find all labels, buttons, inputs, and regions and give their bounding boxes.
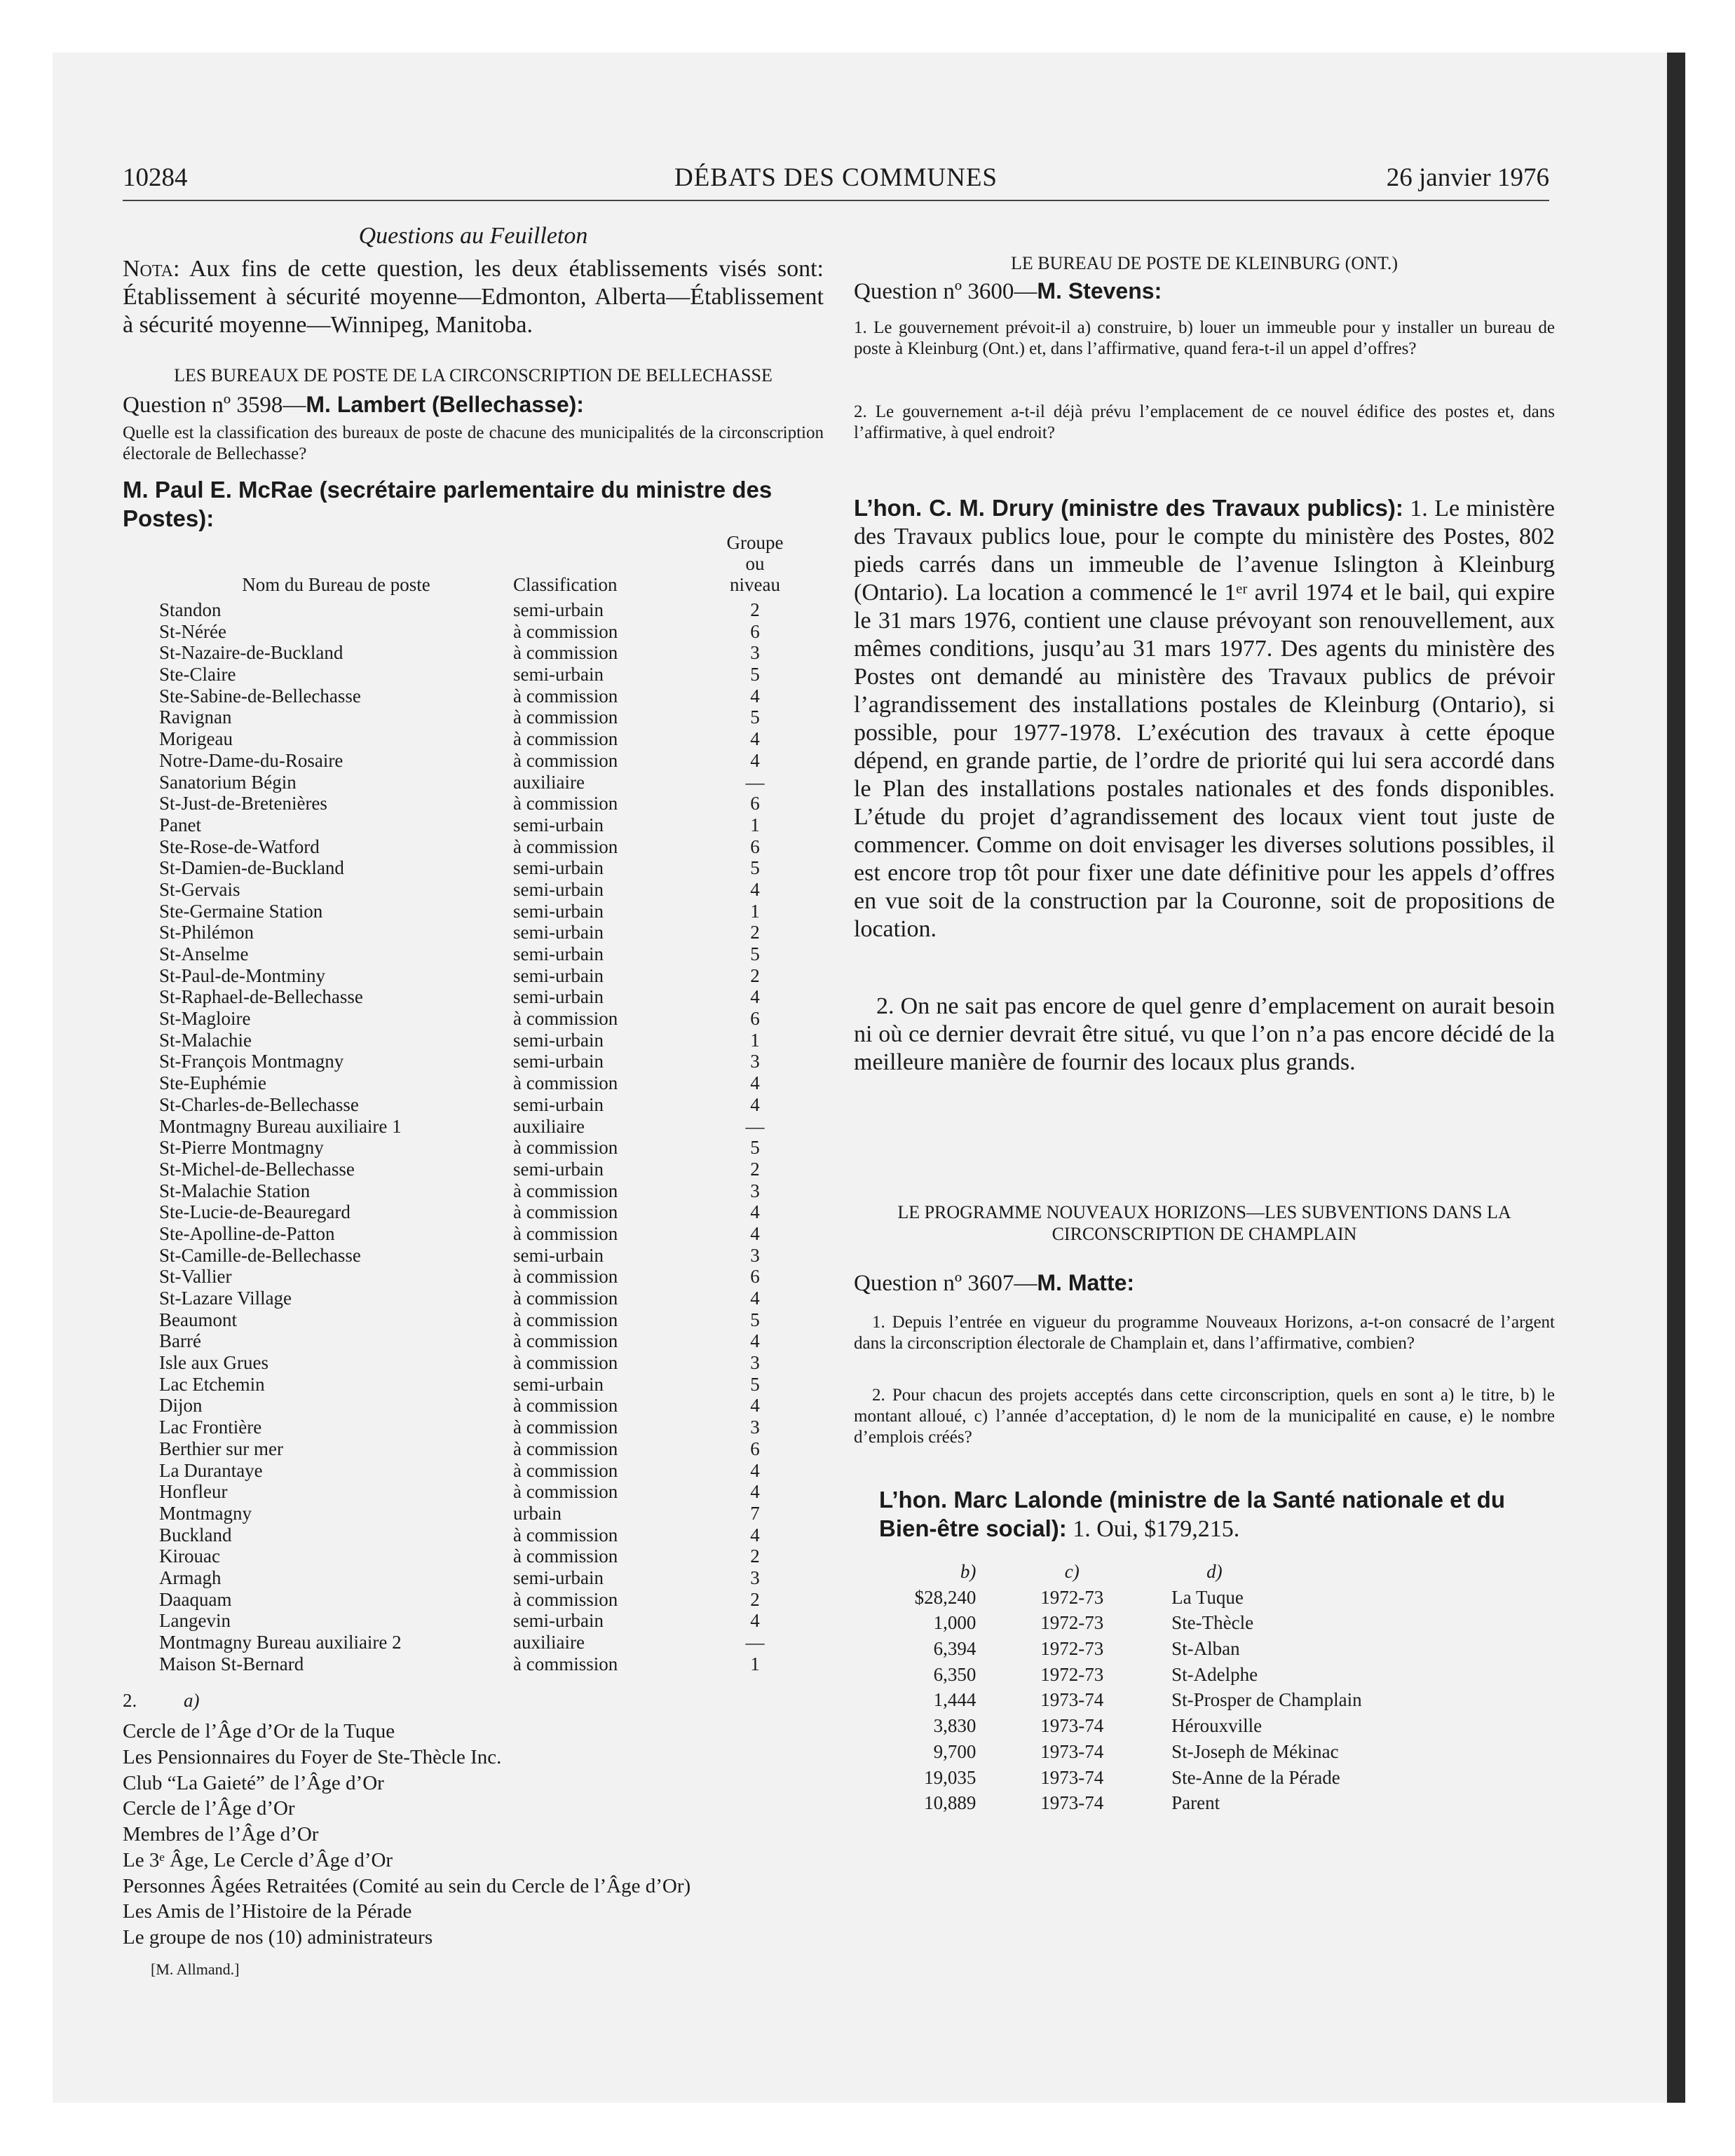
table-row bbox=[123, 1546, 797, 1567]
post-office-name: Montmagny Bureau auxiliaire 1 bbox=[159, 1115, 402, 1137]
post-office-group: 4 bbox=[750, 1201, 760, 1223]
post-office-name: St-Vallier bbox=[159, 1266, 232, 1288]
table-row bbox=[854, 1585, 1555, 1611]
post-office-name: Kirouac bbox=[159, 1546, 220, 1567]
answer-speaker-mcrae bbox=[123, 476, 824, 533]
post-office-name: Isle aux Grues bbox=[159, 1352, 268, 1374]
list-item: Les Amis de l’Histoire de la Pérade bbox=[123, 1900, 412, 1923]
table-row bbox=[123, 1223, 797, 1245]
post-office-classification: à commission bbox=[513, 1352, 618, 1374]
table-row bbox=[854, 1765, 1555, 1791]
horizons-q2: 2. Pour chacun des projets acceptés dans cette circonscription, quels en sont a) le titre, b) le montant alloué, c) l’année d’acceptation, d) le nom de la municipalité en cause, e) le nombre d’emplois créés? bbox=[854, 1386, 1555, 1447]
post-office-name: Ste-Apolline-de-Patton bbox=[159, 1222, 335, 1244]
post-office-classification: à commission bbox=[513, 1438, 618, 1459]
post-office-group: 3 bbox=[750, 642, 760, 664]
post-office-name: Honfleur bbox=[159, 1481, 228, 1503]
kleinburg-title: LE BUREAU DE POSTE DE KLEINBURG (ONT.) bbox=[1011, 253, 1398, 273]
post-office-group: 2 bbox=[750, 1158, 760, 1180]
table-row bbox=[123, 1374, 797, 1396]
grant-year: 1973-74 bbox=[1040, 1689, 1104, 1711]
post-office-classification: semi-urbain bbox=[513, 986, 604, 1008]
table-row bbox=[123, 836, 797, 858]
question-number: Question nº 3598— bbox=[123, 393, 306, 418]
table-row bbox=[123, 1309, 797, 1331]
post-office-name: St-Camille-de-Bellechasse bbox=[159, 1244, 361, 1266]
post-office-group: 4 bbox=[750, 1459, 760, 1481]
post-office-classification: à commission bbox=[513, 1309, 618, 1330]
post-office-name: Standon bbox=[159, 599, 222, 620]
list-item: Personnes Âgées Retraitées (Comité au sein du Cercle de l’Âge d’Or) bbox=[123, 1874, 691, 1897]
post-office-name: Berthier sur mer bbox=[159, 1438, 283, 1459]
table-row bbox=[123, 772, 797, 793]
post-office-classification: à commission bbox=[513, 749, 618, 771]
post-office-group: 3 bbox=[750, 1244, 760, 1266]
post-office-group: 6 bbox=[750, 1438, 760, 1459]
table-row bbox=[123, 1460, 797, 1482]
table-row bbox=[123, 1094, 797, 1116]
post-office-name: Ravignan bbox=[159, 707, 232, 728]
post-office-name: Buckland bbox=[159, 1524, 232, 1546]
post-office-classification: à commission bbox=[513, 1417, 618, 1438]
table-row bbox=[123, 901, 797, 922]
grant-municipality: St-Prosper de Champlain bbox=[1171, 1689, 1362, 1711]
post-office-name: Barré bbox=[159, 1330, 201, 1352]
table-row bbox=[123, 728, 797, 750]
post-office-classification: semi-urbain bbox=[513, 964, 604, 986]
post-office-classification: à commission bbox=[513, 1524, 618, 1546]
post-office-classification: semi-urbain bbox=[513, 1051, 604, 1072]
post-office-name: St-Pierre Montmagny bbox=[159, 1137, 324, 1159]
grant-year: 1973-74 bbox=[1040, 1740, 1104, 1762]
list-item: Cercle de l’Âge d’Or de la Tuque bbox=[123, 1720, 395, 1743]
table-row bbox=[123, 1245, 797, 1267]
organization-list bbox=[123, 1719, 824, 1950]
post-office-group: — bbox=[745, 1632, 765, 1653]
post-office-classification: semi-urbain bbox=[513, 857, 604, 879]
table-row bbox=[123, 1051, 797, 1072]
post-office-classification: semi-urbain bbox=[513, 943, 604, 964]
post-office-classification: auxiliaire bbox=[513, 1115, 585, 1137]
post-office-group: 5 bbox=[750, 664, 760, 685]
section-subheading: Questions au Feuilleton bbox=[358, 223, 588, 249]
post-office-name: St-Nérée bbox=[159, 620, 226, 642]
grant-year: 1973-74 bbox=[1040, 1766, 1104, 1788]
post-office-group: — bbox=[745, 771, 765, 793]
list-item: Le 3ᵉ Âge, Le Cercle d’Âge d’Or bbox=[123, 1848, 393, 1871]
table-row bbox=[123, 1589, 797, 1611]
footer-note: [M. Allmand.] bbox=[151, 1960, 240, 1978]
header-rule bbox=[123, 200, 1549, 201]
post-office-name: Lac Etchemin bbox=[159, 1373, 265, 1395]
post-office-group: 5 bbox=[750, 1309, 760, 1330]
post-office-group: 3 bbox=[750, 1417, 760, 1438]
question-3598 bbox=[123, 392, 824, 418]
post-office-name: Panet bbox=[159, 814, 201, 835]
post-office-group: 4 bbox=[750, 1481, 760, 1503]
list-item: Les Pensionnaires du Foyer de Ste-Thècle Inc. bbox=[123, 1746, 502, 1769]
post-office-group: 4 bbox=[750, 1330, 760, 1352]
post-office-name: Langevin bbox=[159, 1610, 231, 1632]
table-row bbox=[123, 879, 797, 901]
post-office-group: 4 bbox=[750, 1524, 760, 1546]
col-header-name: Nom du Bureau de poste bbox=[242, 574, 430, 595]
post-office-group: 5 bbox=[750, 707, 760, 728]
post-office-group: 6 bbox=[750, 1266, 760, 1288]
horizons-q1: 1. Depuis l’entrée en vigueur du programme Nouveaux Horizons, a-t-on consacré de l’argent dans la circonscription électorale de Champlain et, dans l’affirmative, combien? bbox=[854, 1313, 1555, 1353]
grant-amount: 6,394 bbox=[933, 1638, 977, 1660]
grant-table bbox=[854, 1559, 1555, 1816]
post-office-name: St-François Montmagny bbox=[159, 1051, 344, 1072]
question-3600: Question nº 3600—M. Stevens: bbox=[854, 278, 1162, 304]
table-row bbox=[123, 1524, 797, 1546]
table-row bbox=[123, 1159, 797, 1180]
post-office-classification: à commission bbox=[513, 1330, 618, 1352]
post-office-group: 1 bbox=[750, 1029, 760, 1051]
col-header-d: d) bbox=[1206, 1561, 1223, 1582]
grant-municipality: St-Joseph de Mékinac bbox=[1171, 1740, 1339, 1762]
grant-municipality: Ste-Thècle bbox=[1171, 1612, 1254, 1634]
post-office-group: 5 bbox=[750, 1373, 760, 1395]
post-office-group: 1 bbox=[750, 1653, 760, 1674]
table-row bbox=[123, 1201, 797, 1223]
table-row bbox=[123, 1266, 797, 1288]
post-office-group: 1 bbox=[750, 900, 760, 922]
post-office-classification: à commission bbox=[513, 728, 618, 750]
grant-year: 1972-73 bbox=[1040, 1586, 1104, 1608]
post-office-classification: à commission bbox=[513, 1180, 618, 1201]
post-office-name: St-Raphael-de-Bellechasse bbox=[159, 986, 363, 1008]
table-row bbox=[123, 750, 797, 772]
table-row bbox=[123, 1330, 797, 1352]
page-number: 10284 bbox=[123, 163, 188, 192]
list-item: Le groupe de nos (10) administrateurs bbox=[123, 1925, 433, 1949]
table-row bbox=[123, 1417, 797, 1438]
post-office-name: Armagh bbox=[159, 1567, 222, 1588]
table-row bbox=[123, 1072, 797, 1094]
post-office-group: 2 bbox=[750, 922, 760, 943]
table-row bbox=[123, 1288, 797, 1309]
question-3598-text: Quelle est la classification des bureaux de poste de chacune des municipalités de la circonscription électorale de Bellechasse? bbox=[123, 423, 824, 463]
post-office-classification: à commission bbox=[513, 620, 618, 642]
post-office-name: Beaumont bbox=[159, 1309, 237, 1330]
post-office-group: 4 bbox=[750, 1093, 760, 1115]
post-office-classification: à commission bbox=[513, 642, 618, 664]
col-header-c: c) bbox=[1064, 1561, 1080, 1582]
post-office-classification: à commission bbox=[513, 1137, 618, 1159]
post-office-group: 2 bbox=[750, 964, 760, 986]
table-row bbox=[854, 1739, 1555, 1765]
post-office-group: 5 bbox=[750, 943, 760, 964]
table-row bbox=[123, 1632, 797, 1653]
table-row bbox=[123, 965, 797, 987]
post-office-name: St-Malachie Station bbox=[159, 1180, 311, 1201]
table-row bbox=[123, 857, 797, 879]
post-office-group: 3 bbox=[750, 1567, 760, 1588]
post-office-classification: urbain bbox=[513, 1502, 562, 1524]
post-office-group: 6 bbox=[750, 793, 760, 814]
lalonde-answer: L’hon. Marc Lalonde (ministre de la Santé nationale et du Bien-être social): 1. Oui, $179,215. bbox=[879, 1487, 1505, 1542]
post-office-name: St-Lazare Village bbox=[159, 1288, 292, 1309]
grant-municipality: Parent bbox=[1171, 1792, 1220, 1814]
post-office-name: St-Damien-de-Buckland bbox=[159, 857, 344, 879]
grant-amount: $28,240 bbox=[914, 1586, 977, 1608]
bellechasse-section-title: LES BUREAUX DE POSTE DE LA CIRCONSCRIPTION DE BELLECHASSE bbox=[174, 365, 773, 386]
table-row bbox=[123, 664, 797, 685]
post-office-group: 3 bbox=[750, 1180, 760, 1201]
post-office-group: 4 bbox=[750, 1288, 760, 1309]
post-office-name: St-Magloire bbox=[159, 1008, 251, 1030]
post-office-classification: à commission bbox=[513, 1266, 618, 1288]
table-row bbox=[123, 1137, 797, 1159]
post-office-group: 4 bbox=[750, 685, 760, 707]
table-row bbox=[123, 1481, 797, 1503]
list-item: Membres de l’Âge d’Or bbox=[123, 1823, 319, 1846]
post-office-group: 6 bbox=[750, 620, 760, 642]
post-office-group: 2 bbox=[750, 599, 760, 620]
grant-year: 1972-73 bbox=[1040, 1663, 1104, 1685]
post-office-group: 6 bbox=[750, 1008, 760, 1030]
post-office-name: St-Anselme bbox=[159, 943, 249, 964]
post-office-classification: à commission bbox=[513, 1653, 618, 1674]
grant-municipality: Hérouxville bbox=[1171, 1715, 1263, 1737]
table-row bbox=[854, 1790, 1555, 1816]
post-office-name: Montmagny Bureau auxiliaire 2 bbox=[159, 1632, 402, 1653]
post-office-name: Lac Frontière bbox=[159, 1417, 262, 1438]
post-office-group: 4 bbox=[750, 1222, 760, 1244]
drury-answer-2: 2. On ne sait pas encore de quel genre d’emplacement on aurait besoin ni où ce dernier devrait être situé, vu que l’on n’a pas encore décidé de la meilleure manière de fournir des locaux plus grands. bbox=[854, 993, 1555, 1075]
post-office-classification: semi-urbain bbox=[513, 1029, 604, 1051]
post-office-classification: semi-urbain bbox=[513, 1158, 604, 1180]
post-office-group: 5 bbox=[750, 1137, 760, 1159]
post-office-classification: semi-urbain bbox=[513, 1244, 604, 1266]
post-office-name: Montmagny bbox=[159, 1502, 252, 1524]
grant-amount: 9,700 bbox=[933, 1740, 977, 1762]
post-office-classification: à commission bbox=[513, 1588, 618, 1610]
nota-text: Aux fins de cette question, les deux établissements visés sont: Établissement à sécurité moyenne—Edmonton, Alberta—Établissement à sécurité moyenne—Winnipeg, Manitoba. bbox=[123, 256, 824, 338]
post-office-name: Morigeau bbox=[159, 728, 233, 750]
table-row bbox=[123, 814, 797, 836]
post-office-name: St-Just-de-Bretenières bbox=[159, 793, 327, 814]
post-office-classification: auxiliaire bbox=[513, 771, 585, 793]
post-office-group: 4 bbox=[750, 749, 760, 771]
post-office-name: Ste-Sabine-de-Bellechasse bbox=[159, 685, 361, 707]
grant-municipality: Ste-Anne de la Pérade bbox=[1171, 1766, 1340, 1788]
table-row bbox=[123, 599, 797, 621]
table-row bbox=[123, 1567, 797, 1589]
table-row bbox=[123, 1395, 797, 1417]
table-row bbox=[123, 621, 797, 643]
post-office-name: Maison St-Bernard bbox=[159, 1653, 304, 1674]
post-office-classification: auxiliaire bbox=[513, 1632, 585, 1653]
post-office-name: Daaquam bbox=[159, 1588, 232, 1610]
post-office-group: 2 bbox=[750, 1546, 760, 1567]
post-office-name: St-Paul-de-Montminy bbox=[159, 964, 325, 986]
post-office-group: 4 bbox=[750, 1072, 760, 1094]
grant-amount: 1,000 bbox=[933, 1612, 977, 1634]
table-row bbox=[123, 1352, 797, 1374]
post-office-group: 2 bbox=[750, 1588, 760, 1610]
table-row bbox=[123, 986, 797, 1008]
post-office-name: St-Malachie bbox=[159, 1029, 252, 1051]
grant-amount: 6,350 bbox=[933, 1663, 977, 1685]
part2-header: 2. a) bbox=[123, 1690, 200, 1712]
post-office-group: 4 bbox=[750, 1395, 760, 1417]
grant-amount: 3,830 bbox=[933, 1715, 977, 1737]
left-column bbox=[123, 223, 824, 1979]
scan-edge bbox=[1667, 53, 1685, 2103]
table-row bbox=[123, 707, 797, 728]
post-office-classification: à commission bbox=[513, 1481, 618, 1503]
grant-year: 1973-74 bbox=[1040, 1715, 1104, 1737]
post-office-name: La Durantaye bbox=[159, 1459, 263, 1481]
post-office-group: 3 bbox=[750, 1352, 760, 1374]
post-office-classification: semi-urbain bbox=[513, 814, 604, 835]
post-office-name: Ste-Lucie-de-Beauregard bbox=[159, 1201, 351, 1223]
col-header-group: Groupe ou niveau bbox=[726, 532, 784, 595]
table-row bbox=[123, 1503, 797, 1524]
post-office-name: St-Charles-de-Bellechasse bbox=[159, 1093, 359, 1115]
horizons-title: LE PROGRAMME NOUVEAUX HORIZONS—LES SUBVENTIONS DANS LA CIRCONSCRIPTION DE CHAMPLAIN bbox=[897, 1202, 1511, 1244]
grant-municipality: St-Adelphe bbox=[1171, 1663, 1258, 1685]
post-office-classification: à commission bbox=[513, 835, 618, 857]
grant-municipality: La Tuque bbox=[1171, 1586, 1244, 1608]
post-office-name: St-Michel-de-Bellechasse bbox=[159, 1158, 355, 1180]
post-office-classification: semi-urbain bbox=[513, 1567, 604, 1588]
page-title: DÉBATS DES COMMUNES bbox=[674, 163, 998, 192]
post-office-group: 3 bbox=[750, 1051, 760, 1072]
post-office-group: 4 bbox=[750, 986, 760, 1008]
drury-answer-1: L’hon. C. M. Drury (ministre des Travaux publics): 1. Le ministère des Travaux publics loue, pour le compte du ministère des Postes, 802 pieds carrés dans un immeuble de l’avenue Islington à Kleinburg (Ontario). La location a commencé le 1ᵉʳ avril 1974 et le bail, qui expire le 31 mars 1976, contient une clause prévoyant son renouvellement, aux mêmes conditions, jusqu’au 31 mars 1977. Des agents du ministère des Postes ont demandé au ministère des Travaux publics de prévoir l’agrandissement des installations postales de Kleinburg (Ontario), si possible, pour 1977-1978. L’exécution des travaux à cette époque dépend, en grande partie, de l’ordre de priorité qui lui sera accordé dans le Plan des installations postales nationales et des fonds disponibles. L’étude du projet d’agrandissement des locaux vient tout juste de commencer. Comme on doit envisager les diverses solutions possibles, il est encore trop tôt pour fixer une date définitive pour les appels d’offres en vue soit de la construction par la Couronne, soit de propositions de location. bbox=[854, 495, 1556, 942]
nota-label: Nota: bbox=[123, 256, 180, 282]
post-office-classification: à commission bbox=[513, 793, 618, 814]
post-office-name: Notre-Dame-du-Rosaire bbox=[159, 749, 343, 771]
question-3607: Question nº 3607—M. Matte: bbox=[854, 1270, 1135, 1296]
post-office-classification: à commission bbox=[513, 1459, 618, 1481]
post-office-group: 7 bbox=[750, 1502, 760, 1524]
post-office-name: Dijon bbox=[159, 1395, 203, 1417]
post-office-classification: semi-urbain bbox=[513, 1610, 604, 1632]
post-office-group: — bbox=[745, 1115, 765, 1137]
grant-year: 1972-73 bbox=[1040, 1612, 1104, 1634]
table-row bbox=[854, 1636, 1555, 1662]
post-office-classification: à commission bbox=[513, 1222, 618, 1244]
table-row bbox=[123, 1008, 797, 1030]
post-office-classification: à commission bbox=[513, 1546, 618, 1567]
post-office-classification: à commission bbox=[513, 1201, 618, 1223]
table-row bbox=[123, 1180, 797, 1202]
right-column bbox=[854, 252, 1555, 1816]
table-row bbox=[854, 1610, 1555, 1636]
post-office-name: Sanatorium Bégin bbox=[159, 771, 297, 793]
table-row bbox=[123, 943, 797, 965]
grant-amount: 1,444 bbox=[933, 1689, 977, 1711]
post-office-classification: semi-urbain bbox=[513, 878, 604, 900]
post-office-name: St-Gervais bbox=[159, 878, 240, 900]
table-row bbox=[123, 685, 797, 707]
post-office-name: Ste-Rose-de-Watford bbox=[159, 835, 320, 857]
list-item: Cercle de l’Âge d’Or bbox=[123, 1797, 295, 1820]
table-row bbox=[123, 1653, 797, 1675]
table-row bbox=[854, 1687, 1555, 1713]
kleinburg-q1: 1. Le gouvernement prévoit-il a) construire, b) louer un immeuble pour y installer un bureau de poste à Kleinburg (Ont.) et, dans l’affirmative, quand fera-t-il un appel d’offres? bbox=[854, 318, 1555, 358]
post-office-classification: à commission bbox=[513, 1072, 618, 1094]
table-row bbox=[123, 922, 797, 943]
grant-municipality: St-Alban bbox=[1171, 1638, 1240, 1660]
table-row bbox=[123, 793, 797, 814]
post-office-group: 4 bbox=[750, 878, 760, 900]
table-row bbox=[123, 1438, 797, 1460]
post-office-table bbox=[123, 532, 797, 1674]
post-office-name: St-Philémon bbox=[159, 922, 254, 943]
post-office-classification: à commission bbox=[513, 1395, 618, 1417]
post-office-group: 4 bbox=[750, 1610, 760, 1632]
table-row bbox=[854, 1662, 1555, 1688]
post-office-classification: semi-urbain bbox=[513, 1093, 604, 1115]
col-header-b: b) bbox=[960, 1561, 977, 1582]
post-office-classification: à commission bbox=[513, 685, 618, 707]
post-office-name: Ste-Germaine Station bbox=[159, 900, 323, 922]
post-office-group: 5 bbox=[750, 857, 760, 879]
post-office-classification: semi-urbain bbox=[513, 900, 604, 922]
grant-year: 1973-74 bbox=[1040, 1792, 1104, 1814]
post-office-group: 4 bbox=[750, 728, 760, 750]
post-office-name: St-Nazaire-de-Buckland bbox=[159, 642, 343, 664]
lalonde-speaker: L’hon. Marc Lalonde (ministre de la Santé nationale et du Bien-être social): bbox=[879, 1487, 1505, 1541]
post-office-classification: semi-urbain bbox=[513, 599, 604, 620]
list-item: Club “La Gaieté” de l’Âge d’Or bbox=[123, 1771, 384, 1794]
post-office-classification: semi-urbain bbox=[513, 664, 604, 685]
kleinburg-q2: 2. Le gouvernement a-t-il déjà prévu l’emplacement de ce nouvel édifice des postes et, dans l’affirmative, à quel endroit? bbox=[854, 402, 1555, 442]
col-header-classification: Classification bbox=[513, 574, 618, 595]
post-office-group: 6 bbox=[750, 835, 760, 857]
post-office-group: 1 bbox=[750, 814, 760, 835]
table-row bbox=[123, 642, 797, 664]
post-office-name: Ste-Euphémie bbox=[159, 1072, 266, 1094]
table-row bbox=[123, 1030, 797, 1051]
table-row bbox=[854, 1713, 1555, 1739]
page-date: 26 janvier 1976 bbox=[1386, 163, 1549, 192]
speaker-name: M. Paul E. McRae (secrétaire parlementaire du ministre des Postes): bbox=[123, 477, 773, 531]
page-header bbox=[123, 163, 1549, 198]
post-office-classification: à commission bbox=[513, 1288, 618, 1309]
grant-amount: 10,889 bbox=[924, 1792, 977, 1814]
grant-year: 1972-73 bbox=[1040, 1638, 1104, 1660]
drury-speaker: L’hon. C. M. Drury (ministre des Travaux publics): bbox=[854, 495, 1403, 521]
post-office-classification: à commission bbox=[513, 1008, 618, 1030]
table-row bbox=[123, 1610, 797, 1632]
post-office-classification: semi-urbain bbox=[513, 1373, 604, 1395]
post-office-classification: semi-urbain bbox=[513, 922, 604, 943]
grant-amount: 19,035 bbox=[924, 1766, 977, 1788]
nota-paragraph bbox=[123, 255, 824, 339]
question-member: M. Lambert (Bellechasse): bbox=[306, 392, 584, 417]
post-office-classification: à commission bbox=[513, 707, 618, 728]
table-row bbox=[123, 1116, 797, 1138]
post-office-name: Ste-Claire bbox=[159, 664, 236, 685]
